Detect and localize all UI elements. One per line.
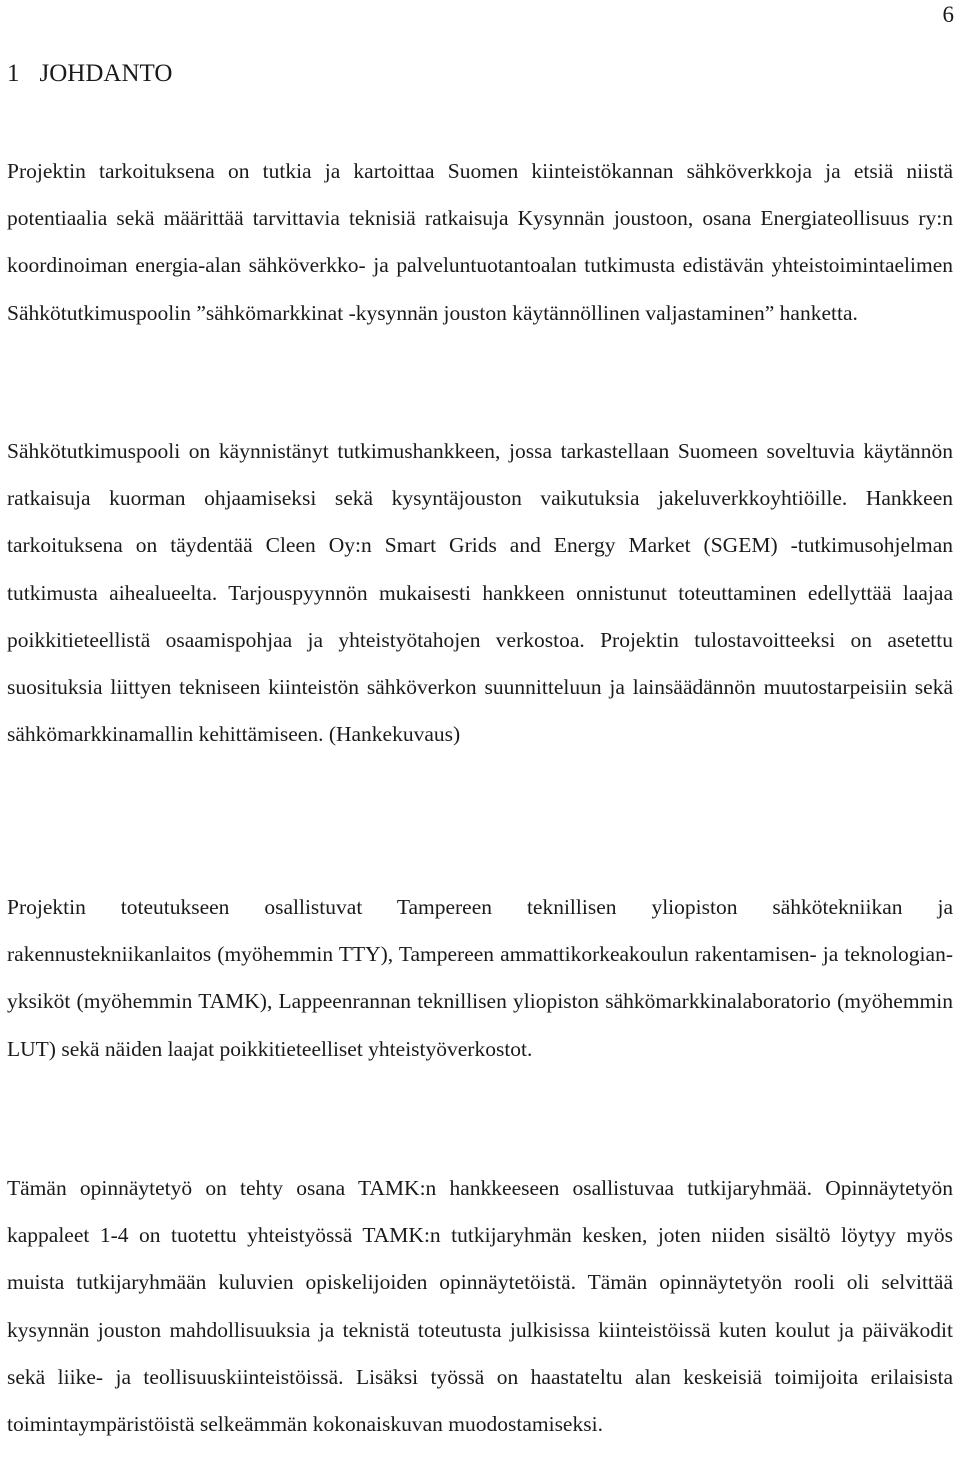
chapter-title: JOHDANTO bbox=[39, 60, 173, 87]
paragraph-project-purpose: Projektin tarkoituksena on tutkia ja kartoittaa Suomen kiinteistökannan sähköverkkoja ja etsiä niistä potentiaalia sekä määrittää tarvittavia teknisiä ratkaisuja Kysynnän joustoon, osana Energiateollisuus ry:n koordinoiman energia-alan sähköverkko- ja palveluntuotantoalan tutkimusta edistävän yhteistoimintaelimen Sähkötutkimuspoolin ”sähkömarkkinat -kysynnän jouston käytännöllinen valjastaminen” hanketta. bbox=[7, 159, 953, 325]
page-number: 6 bbox=[942, 2, 954, 27]
paragraph-participants: Projektin toteutukseen osallistuvat Tampereen teknillisen yliopiston sähkötekniikan ja rakennustekniikanlaitos (myöhemmin TTY), Tampereen ammattikorkeakoulun rakentamisen- ja teknologian-yksiköt (myöhemmin TAMK), Lappeenrannan teknillisen yliopiston sähkömarkkinalaboratorio (myöhemmin LUT) sekä näiden laajat poikkitieteelliset yhteistyöverkostot. bbox=[7, 895, 953, 1061]
chapter-heading bbox=[7, 60, 172, 88]
paragraph-thesis-scope: Tämän opinnäytetyö on tehty osana TAMK:n hankkeeseen osallistuvaa tutkijaryhmää. Opinnäytetyön kappaleet 1-4 on tuotettu yhteistyössä TAMK:n tutkijaryhmän kesken, joten niiden sisältö löytyy myös muista tutkijaryhmään kuluvien opiskelijoiden opinnäytetöistä. Tämän opinnäytetyön rooli oli selvittää kysynnän jouston mahdollisuuksia ja teknistä toteutusta julkisissa kiinteistöissä kuten koulut ja päiväkodit sekä liike- ja teollisuuskiinteistöissä. Lisäksi työssä on haastateltu alan keskeisiä toimijoita erilaisista toimintaympäristöistä selkeämmän kokonaiskuvan muodostamiseksi. bbox=[7, 1176, 953, 1437]
chapter-number: 1 bbox=[7, 60, 20, 87]
paragraph-research-project: Sähkötutkimuspooli on käynnistänyt tutkimushankkeen, jossa tarkastellaan Suomeen soveltuvia käytännön ratkaisuja kuorman ohjaamiseksi sekä kysyntäjouston vaikutuksia jakeluverkkoyhtiöille. Hankkeen tarkoituksena on täydentää Cleen Oy:n Smart Grids and Energy Market (SGEM) -tutkimusohjelman tutkimusta aihealueelta. Tarjouspyynnön mukaisesti hankkeen onnistunut toteuttaminen edellyttää laajaa poikkitieteellistä osaamispohjaa ja yhteistyötahojen verkostoa. Projektin tulostavoitteeksi on asetettu suosituksia liittyen tekniseen kiinteistön sähköverkon suunnitteluun ja lainsäädännön muutostarpeisiin sekä sähkömarkkinamallin kehittämiseen. (Hankekuvaus) bbox=[7, 439, 953, 747]
